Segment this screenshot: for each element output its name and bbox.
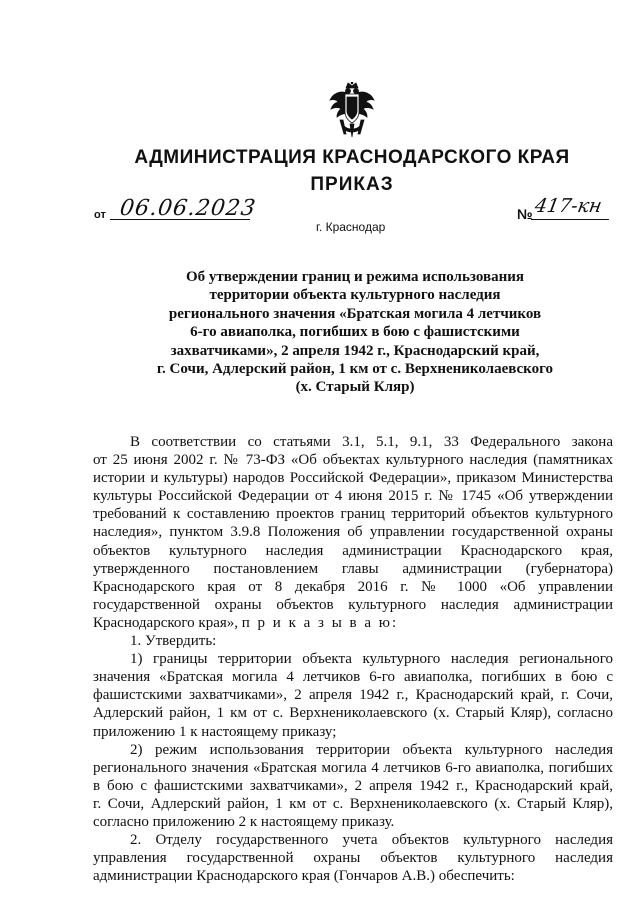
body-line: управления государственной охраны объектов культурного наследия [93,850,613,867]
body-line: от 25 июня 2002 г. № 73-ФЗ «Об объектах культурного наследия (памятниках [93,452,613,469]
handwritten-date: 06.06.2023 [118,196,258,221]
body-line: значения «Братская могила 4 летчиков 6-го авиаполка, погибших в бою с [93,669,613,686]
body-line: 1) границы территории объекта культурного наследия регионального [130,651,613,668]
body-line: В соответствии со статьями 3.1, 5.1, 9.1, 33 Федерального закона [130,434,613,450]
number-prefix: № [517,206,533,222]
title-line: (х. Старый Кляр) [295,379,415,396]
title-line: регионального значения «Братская могила 4 летчиков [168,305,542,322]
document-body [93,433,613,885]
body-line: согласно приложению 2 к настоящему приказу. [93,813,395,830]
title-line: захватчиками», 2 апреля 1942 г., Краснодарский край, [170,342,540,359]
body-line: в бою с фашистскими захватчиками», 2 апреля 1942 г., Краснодарский край, [93,777,613,794]
date-prefix: от [94,209,106,221]
body-line: 2. Отделу государственного учета объектов культурного наследия [130,832,613,849]
title-line: г. Сочи, Адлерский район, 1 км от с. Верхнениколаевского [156,361,554,378]
body-line: 2) режим использования территории объекта культурного наследия [130,741,613,758]
body-line: истории и культуры) народов Российской Федерации», приказом Министерства [93,470,613,487]
title-line: 6-го авиаполка, погибших в бою с фашистскими [190,324,520,341]
body-line: культуры Российской Федерации от 4 июня 2015 г. № 1745 «Об утверждении [93,488,613,505]
body-line: администрации Краснодарского края (Гончаров А.В.) обеспечить: [93,868,515,885]
order-word: п р и к а з ы в а ю: [241,614,399,631]
body-line: Краснодарского края от 8 декабря 2016 г. № 1000 «Об управлении [93,578,613,595]
body-line: объектов культурного наследия администрации Краснодарского края, [93,542,613,559]
number-underline [531,219,609,220]
body-line: утвержденного постановлением главы администрации (губернатора) [93,560,613,577]
title-line: территории объекта культурного наследия [209,287,501,304]
handwritten-number: 417-кн [533,195,604,217]
body-line: требований к составлению проектов границ территорий объектов культурного [93,506,613,523]
item-heading: 1. Утвердить: [130,633,217,650]
body-text: Краснодарского края», [93,614,239,631]
document-type: ПРИКАЗ [310,174,394,195]
krasnodar-coat-of-arms-icon [328,82,376,138]
title-line: Об утверждении границ и режима использования [186,269,524,285]
agency-name: АДМИНИСТРАЦИЯ КРАСНОДАРСКОГО КРАЯ [134,147,570,168]
body-line: регионального значения «Братская могила 4 летчиков 6-го авиаполка, погибших [93,759,613,776]
city: г. Краснодар [316,220,386,234]
body-line [93,614,613,632]
document-title [155,268,555,397]
body-line: г. Сочи, Адлерский район, 1 км от с. Верхнениколаевского (х. Старый Кляр), [93,795,613,812]
body-line: Адлерский район, 1 км от с. Верхнениколаевского (х. Старый Кляр), согласно [93,705,613,722]
body-line: фашистскими захватчиками», 2 апреля 1942 г., Краснодарский край, г. Сочи, [93,687,613,704]
body-line: наследия», пунктом 3.9.8 Положения об управлении государственной охраны [93,524,613,541]
body-line: приложению 1 к настоящему приказу; [93,723,337,740]
body-line: государственной охраны объектов культурного наследия администрации [93,596,613,613]
